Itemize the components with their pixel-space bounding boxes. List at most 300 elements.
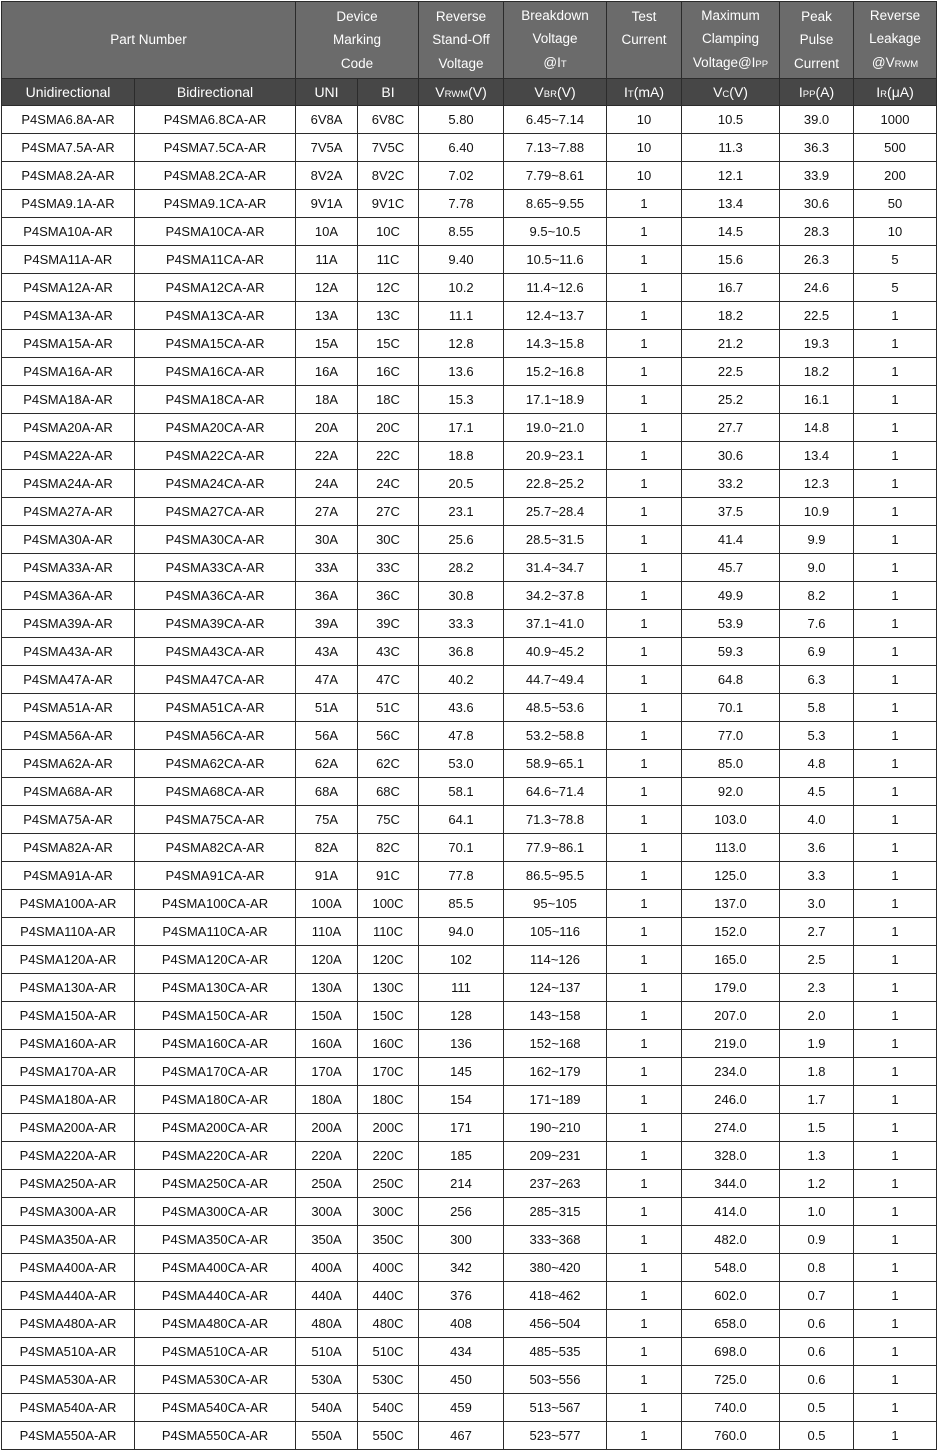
table-row: [2, 134, 937, 162]
vbr-cell: 105~116: [504, 918, 607, 946]
ir-cell: 1: [854, 302, 937, 330]
vrwm-cell: 5.80: [419, 106, 504, 134]
it-cell: 1: [607, 638, 682, 666]
it-cell: 1: [607, 554, 682, 582]
ir-cell: 1: [854, 526, 937, 554]
mark-bi-cell: 250C: [358, 1170, 419, 1198]
mark-bi-cell: 110C: [358, 918, 419, 946]
vrwm-cell: 94.0: [419, 918, 504, 946]
ir-cell: 1: [854, 1310, 937, 1338]
vrwm-cell: 10.2: [419, 274, 504, 302]
it-cell: 1: [607, 1114, 682, 1142]
mark-uni-cell: 12A: [296, 274, 358, 302]
ipp-cell: 0.6: [780, 1338, 854, 1366]
vrwm-cell: 11.1: [419, 302, 504, 330]
vc-cell: 18.2: [682, 302, 780, 330]
part-bi-cell: P4SMA68CA-AR: [135, 778, 296, 806]
vbr-cell: 77.9~86.1: [504, 834, 607, 862]
it-cell: 1: [607, 750, 682, 778]
part-uni-cell: P4SMA6.8A-AR: [2, 106, 135, 134]
ipp-cell: 1.9: [780, 1030, 854, 1058]
it-cell: 1: [607, 694, 682, 722]
table-row: [2, 778, 937, 806]
mark-uni-cell: 20A: [296, 414, 358, 442]
ipp-cell: 2.3: [780, 974, 854, 1002]
mark-uni-cell: 15A: [296, 330, 358, 358]
it-cell: 1: [607, 1254, 682, 1282]
part-uni-cell: P4SMA43A-AR: [2, 638, 135, 666]
ir-cell: 1: [854, 386, 937, 414]
part-uni-cell: P4SMA350A-AR: [2, 1226, 135, 1254]
mark-uni-cell: 91A: [296, 862, 358, 890]
vbr-cell: 190~210: [504, 1114, 607, 1142]
vc-cell: 37.5: [682, 498, 780, 526]
ir-cell: 1: [854, 1170, 937, 1198]
header-reverse-leakage: Reverse Leakage @VRWM: [854, 2, 937, 79]
vbr-cell: 25.7~28.4: [504, 498, 607, 526]
vrwm-cell: 434: [419, 1338, 504, 1366]
vc-cell: 760.0: [682, 1422, 780, 1450]
mark-bi-cell: 550C: [358, 1422, 419, 1450]
vbr-cell: 20.9~23.1: [504, 442, 607, 470]
ir-cell: 1000: [854, 106, 937, 134]
table-row: [2, 274, 937, 302]
ir-cell: 1: [854, 414, 937, 442]
vc-cell: 234.0: [682, 1058, 780, 1086]
part-bi-cell: P4SMA100CA-AR: [135, 890, 296, 918]
vrwm-cell: 12.8: [419, 330, 504, 358]
ir-cell: 200: [854, 162, 937, 190]
ir-cell: 1: [854, 1394, 937, 1422]
table-row: [2, 582, 937, 610]
table-row: [2, 1394, 937, 1422]
table-row: [2, 330, 937, 358]
mark-uni-cell: 440A: [296, 1282, 358, 1310]
it-cell: 1: [607, 1058, 682, 1086]
vc-cell: 25.2: [682, 386, 780, 414]
mark-uni-cell: 6V8A: [296, 106, 358, 134]
table-row: [2, 358, 937, 386]
part-bi-cell: P4SMA15CA-AR: [135, 330, 296, 358]
mark-bi-cell: 22C: [358, 442, 419, 470]
vc-cell: 207.0: [682, 1002, 780, 1030]
ipp-cell: 2.0: [780, 1002, 854, 1030]
vbr-cell: 44.7~49.4: [504, 666, 607, 694]
it-cell: 1: [607, 246, 682, 274]
table-row: [2, 302, 937, 330]
ipp-cell: 0.5: [780, 1394, 854, 1422]
ir-cell: 1: [854, 750, 937, 778]
mark-bi-cell: 350C: [358, 1226, 419, 1254]
it-cell: 1: [607, 1310, 682, 1338]
ir-cell: 1: [854, 1058, 937, 1086]
vbr-cell: 418~462: [504, 1282, 607, 1310]
ipp-cell: 36.3: [780, 134, 854, 162]
header-breakdown-voltage: Breakdown Voltage @IT: [504, 2, 607, 79]
part-bi-cell: P4SMA27CA-AR: [135, 498, 296, 526]
part-bi-cell: P4SMA82CA-AR: [135, 834, 296, 862]
vc-cell: 16.7: [682, 274, 780, 302]
vrwm-cell: 171: [419, 1114, 504, 1142]
mark-bi-cell: 130C: [358, 974, 419, 1002]
mark-uni-cell: 510A: [296, 1338, 358, 1366]
vrwm-cell: 40.2: [419, 666, 504, 694]
ipp-cell: 2.7: [780, 918, 854, 946]
ir-cell: 1: [854, 862, 937, 890]
mark-bi-cell: 8V2C: [358, 162, 419, 190]
ir-cell: 500: [854, 134, 937, 162]
header-ir: IR(μA): [854, 79, 937, 106]
it-cell: 1: [607, 218, 682, 246]
mark-uni-cell: 120A: [296, 946, 358, 974]
mark-uni-cell: 220A: [296, 1142, 358, 1170]
mark-bi-cell: 150C: [358, 1002, 419, 1030]
ir-cell: 1: [854, 946, 937, 974]
part-uni-cell: P4SMA24A-AR: [2, 470, 135, 498]
table-row: [2, 414, 937, 442]
vrwm-cell: 408: [419, 1310, 504, 1338]
part-uni-cell: P4SMA220A-AR: [2, 1142, 135, 1170]
vc-cell: 482.0: [682, 1226, 780, 1254]
mark-uni-cell: 11A: [296, 246, 358, 274]
mark-uni-cell: 350A: [296, 1226, 358, 1254]
vc-cell: 85.0: [682, 750, 780, 778]
ipp-cell: 0.6: [780, 1366, 854, 1394]
mark-bi-cell: 13C: [358, 302, 419, 330]
vc-cell: 30.6: [682, 442, 780, 470]
table-row: [2, 554, 937, 582]
mark-uni-cell: 33A: [296, 554, 358, 582]
vbr-cell: 31.4~34.7: [504, 554, 607, 582]
vrwm-cell: 33.3: [419, 610, 504, 638]
table-row: [2, 1338, 937, 1366]
vbr-cell: 124~137: [504, 974, 607, 1002]
ipp-cell: 4.5: [780, 778, 854, 806]
vrwm-cell: 17.1: [419, 414, 504, 442]
mark-uni-cell: 56A: [296, 722, 358, 750]
ipp-cell: 7.6: [780, 610, 854, 638]
it-cell: 1: [607, 1170, 682, 1198]
vc-cell: 328.0: [682, 1142, 780, 1170]
vrwm-cell: 23.1: [419, 498, 504, 526]
ir-cell: 1: [854, 1366, 937, 1394]
mark-uni-cell: 540A: [296, 1394, 358, 1422]
mark-bi-cell: 220C: [358, 1142, 419, 1170]
mark-bi-cell: 180C: [358, 1086, 419, 1114]
vrwm-cell: 136: [419, 1030, 504, 1058]
vrwm-cell: 467: [419, 1422, 504, 1450]
it-cell: 1: [607, 974, 682, 1002]
mark-uni-cell: 480A: [296, 1310, 358, 1338]
vc-cell: 125.0: [682, 862, 780, 890]
mark-uni-cell: 51A: [296, 694, 358, 722]
table-row: [2, 1366, 937, 1394]
header-vbr: VBR(V): [504, 79, 607, 106]
ipp-cell: 0.5: [780, 1422, 854, 1450]
vc-cell: 165.0: [682, 946, 780, 974]
spec-table: [1, 1, 937, 1450]
part-uni-cell: P4SMA68A-AR: [2, 778, 135, 806]
vc-cell: 33.2: [682, 470, 780, 498]
it-cell: 1: [607, 806, 682, 834]
table-row: [2, 442, 937, 470]
table-row: [2, 1170, 937, 1198]
vbr-cell: 11.4~12.6: [504, 274, 607, 302]
mark-bi-cell: 200C: [358, 1114, 419, 1142]
ipp-cell: 2.5: [780, 946, 854, 974]
ipp-cell: 8.2: [780, 582, 854, 610]
part-bi-cell: P4SMA220CA-AR: [135, 1142, 296, 1170]
part-uni-cell: P4SMA300A-AR: [2, 1198, 135, 1226]
header-peak-pulse: Peak Pulse Current: [780, 2, 854, 79]
part-uni-cell: P4SMA200A-AR: [2, 1114, 135, 1142]
vbr-cell: 53.2~58.8: [504, 722, 607, 750]
table-row: [2, 526, 937, 554]
vc-cell: 219.0: [682, 1030, 780, 1058]
vbr-cell: 64.6~71.4: [504, 778, 607, 806]
vc-cell: 49.9: [682, 582, 780, 610]
table-row: [2, 806, 937, 834]
vbr-cell: 143~158: [504, 1002, 607, 1030]
part-bi-cell: P4SMA91CA-AR: [135, 862, 296, 890]
ipp-cell: 0.7: [780, 1282, 854, 1310]
vrwm-cell: 154: [419, 1086, 504, 1114]
vbr-cell: 17.1~18.9: [504, 386, 607, 414]
part-uni-cell: P4SMA15A-AR: [2, 330, 135, 358]
vc-cell: 10.5: [682, 106, 780, 134]
table-row: [2, 694, 937, 722]
vbr-cell: 171~189: [504, 1086, 607, 1114]
table-row: [2, 386, 937, 414]
part-bi-cell: P4SMA11CA-AR: [135, 246, 296, 274]
ipp-cell: 5.3: [780, 722, 854, 750]
vc-cell: 103.0: [682, 806, 780, 834]
ir-cell: 1: [854, 470, 937, 498]
mark-bi-cell: 18C: [358, 386, 419, 414]
vbr-cell: 86.5~95.5: [504, 862, 607, 890]
table-row: [2, 1114, 937, 1142]
vbr-cell: 285~315: [504, 1198, 607, 1226]
mark-uni-cell: 18A: [296, 386, 358, 414]
mark-bi-cell: 7V5C: [358, 134, 419, 162]
mark-uni-cell: 8V2A: [296, 162, 358, 190]
vc-cell: 27.7: [682, 414, 780, 442]
ir-cell: 1: [854, 1142, 937, 1170]
vrwm-cell: 58.1: [419, 778, 504, 806]
mark-bi-cell: 56C: [358, 722, 419, 750]
it-cell: 1: [607, 1086, 682, 1114]
part-bi-cell: P4SMA75CA-AR: [135, 806, 296, 834]
part-bi-cell: P4SMA22CA-AR: [135, 442, 296, 470]
table-row: [2, 722, 937, 750]
ipp-cell: 18.2: [780, 358, 854, 386]
mark-bi-cell: 43C: [358, 638, 419, 666]
header-uni-code: UNI: [296, 79, 358, 106]
vbr-cell: 40.9~45.2: [504, 638, 607, 666]
vbr-cell: 8.65~9.55: [504, 190, 607, 218]
it-cell: 1: [607, 1002, 682, 1030]
mark-uni-cell: 100A: [296, 890, 358, 918]
part-uni-cell: P4SMA51A-AR: [2, 694, 135, 722]
it-cell: 1: [607, 666, 682, 694]
mark-uni-cell: 110A: [296, 918, 358, 946]
part-bi-cell: P4SMA39CA-AR: [135, 610, 296, 638]
mark-uni-cell: 68A: [296, 778, 358, 806]
vrwm-cell: 20.5: [419, 470, 504, 498]
it-cell: 1: [607, 582, 682, 610]
vrwm-cell: 214: [419, 1170, 504, 1198]
part-bi-cell: P4SMA51CA-AR: [135, 694, 296, 722]
vbr-cell: 12.4~13.7: [504, 302, 607, 330]
vc-cell: 77.0: [682, 722, 780, 750]
mark-uni-cell: 160A: [296, 1030, 358, 1058]
ipp-cell: 0.6: [780, 1310, 854, 1338]
part-uni-cell: P4SMA39A-AR: [2, 610, 135, 638]
mark-uni-cell: 82A: [296, 834, 358, 862]
vc-cell: 548.0: [682, 1254, 780, 1282]
part-bi-cell: P4SMA120CA-AR: [135, 946, 296, 974]
header-reverse-standoff: Reverse Stand-Off Voltage: [419, 2, 504, 79]
table-row: [2, 1422, 937, 1450]
part-bi-cell: P4SMA36CA-AR: [135, 582, 296, 610]
part-bi-cell: P4SMA62CA-AR: [135, 750, 296, 778]
vbr-cell: 9.5~10.5: [504, 218, 607, 246]
part-uni-cell: P4SMA27A-AR: [2, 498, 135, 526]
part-bi-cell: P4SMA33CA-AR: [135, 554, 296, 582]
vbr-cell: 58.9~65.1: [504, 750, 607, 778]
ir-cell: 5: [854, 274, 937, 302]
vc-cell: 740.0: [682, 1394, 780, 1422]
ir-cell: 50: [854, 190, 937, 218]
it-cell: 1: [607, 414, 682, 442]
mark-uni-cell: 530A: [296, 1366, 358, 1394]
vc-cell: 698.0: [682, 1338, 780, 1366]
part-bi-cell: P4SMA16CA-AR: [135, 358, 296, 386]
ipp-cell: 14.8: [780, 414, 854, 442]
ir-cell: 5: [854, 246, 937, 274]
part-uni-cell: P4SMA550A-AR: [2, 1422, 135, 1450]
mark-uni-cell: 43A: [296, 638, 358, 666]
mark-uni-cell: 9V1A: [296, 190, 358, 218]
mark-bi-cell: 120C: [358, 946, 419, 974]
ir-cell: 1: [854, 498, 937, 526]
header-it: IT(mA): [607, 79, 682, 106]
table-row: [2, 246, 937, 274]
vbr-cell: 503~556: [504, 1366, 607, 1394]
mark-uni-cell: 200A: [296, 1114, 358, 1142]
vrwm-cell: 64.1: [419, 806, 504, 834]
vc-cell: 414.0: [682, 1198, 780, 1226]
part-uni-cell: P4SMA440A-AR: [2, 1282, 135, 1310]
mark-uni-cell: 47A: [296, 666, 358, 694]
vbr-cell: 95~105: [504, 890, 607, 918]
part-uni-cell: P4SMA180A-AR: [2, 1086, 135, 1114]
table-row: [2, 834, 937, 862]
it-cell: 1: [607, 946, 682, 974]
part-bi-cell: P4SMA200CA-AR: [135, 1114, 296, 1142]
part-bi-cell: P4SMA130CA-AR: [135, 974, 296, 1002]
it-cell: 1: [607, 190, 682, 218]
vrwm-cell: 185: [419, 1142, 504, 1170]
vc-cell: 113.0: [682, 834, 780, 862]
it-cell: 1: [607, 918, 682, 946]
mark-uni-cell: 22A: [296, 442, 358, 470]
mark-uni-cell: 27A: [296, 498, 358, 526]
it-cell: 1: [607, 778, 682, 806]
part-bi-cell: P4SMA170CA-AR: [135, 1058, 296, 1086]
vbr-cell: 237~263: [504, 1170, 607, 1198]
ir-cell: 1: [854, 666, 937, 694]
mark-bi-cell: 300C: [358, 1198, 419, 1226]
ipp-cell: 9.0: [780, 554, 854, 582]
ipp-cell: 0.8: [780, 1254, 854, 1282]
vbr-cell: 7.13~7.88: [504, 134, 607, 162]
table-row: [2, 918, 937, 946]
ipp-cell: 13.4: [780, 442, 854, 470]
part-bi-cell: P4SMA13CA-AR: [135, 302, 296, 330]
mark-uni-cell: 550A: [296, 1422, 358, 1450]
vbr-cell: 114~126: [504, 946, 607, 974]
vc-cell: 725.0: [682, 1366, 780, 1394]
mark-uni-cell: 150A: [296, 1002, 358, 1030]
table-row: [2, 638, 937, 666]
ir-cell: 1: [854, 554, 937, 582]
ipp-cell: 1.5: [780, 1114, 854, 1142]
mark-bi-cell: 30C: [358, 526, 419, 554]
ipp-cell: 1.0: [780, 1198, 854, 1226]
part-uni-cell: P4SMA130A-AR: [2, 974, 135, 1002]
header-bidirectional: Bidirectional: [135, 79, 296, 106]
part-bi-cell: P4SMA150CA-AR: [135, 1002, 296, 1030]
header-vc: VC(V): [682, 79, 780, 106]
vc-cell: 11.3: [682, 134, 780, 162]
mark-bi-cell: 9V1C: [358, 190, 419, 218]
part-bi-cell: P4SMA10CA-AR: [135, 218, 296, 246]
mark-bi-cell: 6V8C: [358, 106, 419, 134]
ir-cell: 1: [854, 806, 937, 834]
table-row: [2, 946, 937, 974]
vbr-cell: 6.45~7.14: [504, 106, 607, 134]
ir-cell: 1: [854, 1254, 937, 1282]
vc-cell: 14.5: [682, 218, 780, 246]
vc-cell: 137.0: [682, 890, 780, 918]
vrwm-cell: 300: [419, 1226, 504, 1254]
mark-bi-cell: 36C: [358, 582, 419, 610]
part-bi-cell: P4SMA47CA-AR: [135, 666, 296, 694]
ipp-cell: 30.6: [780, 190, 854, 218]
part-bi-cell: P4SMA20CA-AR: [135, 414, 296, 442]
vrwm-cell: 376: [419, 1282, 504, 1310]
it-cell: 1: [607, 834, 682, 862]
part-bi-cell: P4SMA480CA-AR: [135, 1310, 296, 1338]
mark-bi-cell: 160C: [358, 1030, 419, 1058]
ir-cell: 1: [854, 610, 937, 638]
vrwm-cell: 8.55: [419, 218, 504, 246]
part-uni-cell: P4SMA7.5A-AR: [2, 134, 135, 162]
mark-bi-cell: 47C: [358, 666, 419, 694]
ir-cell: 1: [854, 722, 937, 750]
ir-cell: 1: [854, 638, 937, 666]
vbr-cell: 15.2~16.8: [504, 358, 607, 386]
mark-uni-cell: 250A: [296, 1170, 358, 1198]
vc-cell: 602.0: [682, 1282, 780, 1310]
mark-bi-cell: 33C: [358, 554, 419, 582]
vrwm-cell: 36.8: [419, 638, 504, 666]
mark-uni-cell: 30A: [296, 526, 358, 554]
part-bi-cell: P4SMA350CA-AR: [135, 1226, 296, 1254]
vbr-cell: 14.3~15.8: [504, 330, 607, 358]
ir-cell: 1: [854, 358, 937, 386]
